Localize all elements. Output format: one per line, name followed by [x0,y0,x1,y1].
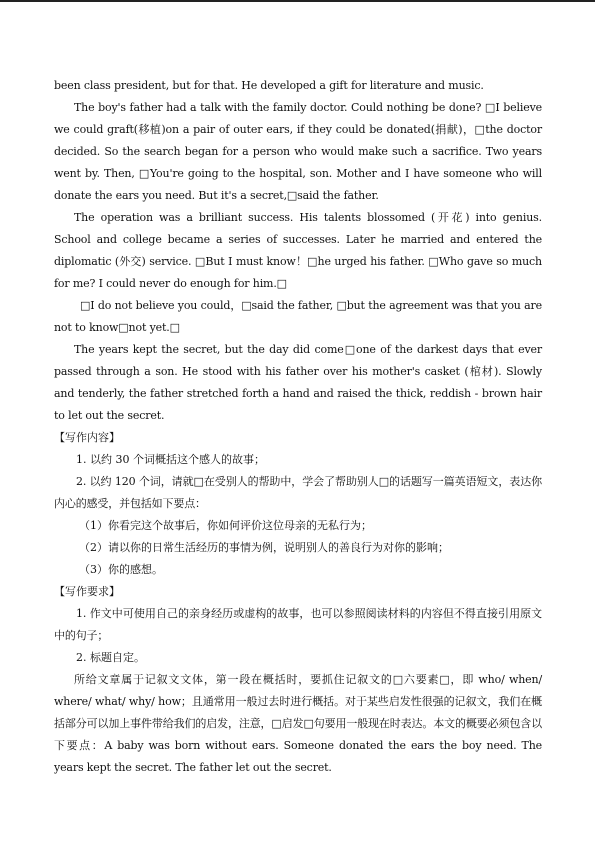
writing-content-point-3: （3）你的感想。 [79,563,163,576]
writing-requirements-item-1: 1. 作文中可使用自己的亲身经历或虚构的故事，也可以参照阅读材料的内容但不得直接引用原文中的句子； [54,607,542,642]
story-paragraph-2: The boy's father had a talk with the family doctor. Could nothing be done? □I believe we could graft(移植)on a pair of outer ears, if they could be donated(捐献)，□the doctor decided. So the search began for a person who would make such a sacrifice. Two years went by. Then, □You're going to the hospital, son. Mother and I have someone who will donate the ears you need. But it's a secret,□said the father. [54,101,542,202]
writing-requirements-analysis: 所给文章属于记叙文文体，第一段在概括时，要抓住记叙文的□六要素□，即 who/ when/ where/ what/ why/ how；且通常用一般过去时进行概括。对于某些启发性很强的记叙文，我们在概括部分可以加上事件带给我们的启发，注意，□启发□句要用一般现在时表达。本文的概要必须包含以下要点：A baby was born without ears. Someone donated the ears the boy need. The years kept the secret. The father let out the secret. [54,673,542,774]
writing-requirements-item-2: 2. 标题自定。 [76,651,145,664]
writing-content-point-2: （2）请以你的日常生活经历的事情为例，说明别人的善良行为对你的影响； [79,541,449,554]
story-paragraph-5: The years kept the secret, but the day did come□one of the darkest days that ever passed through a son. He stood with his father over his mother's casket (棺材). Slowly and tenderly, the father stretched forth a hand and raised the thick, reddish - brown hair to let out the secret. [54,343,542,422]
writing-requirements-heading: 【写作要求】 [54,585,120,598]
story-paragraph-4: □I do not believe you could，□said the father, □but the agreement was that you are not to know□not yet.□ [54,299,542,334]
writing-content-item-2-text: 2. 以约 120 个词，请就□在受别人的帮助中，学会了帮助别人□的话题写一篇英语短文，表达你内心的感受，并包括如下要点： [54,475,542,510]
writing-content-heading: 【写作内容】 [54,431,120,444]
writing-content-point-1: （1）你看完这个故事后，你如何评价这位母亲的无私行为； [79,519,372,532]
writing-content-item-1: 1. 以约 30 个词概括这个感人的故事； [76,453,265,466]
header-rule [0,0,595,2]
writing-content-item-2 [54,471,542,515]
story-paragraph-3: The operation was a brilliant success. His talents blossomed (开花) into genius. School and college became a series of successes. Later he married and entered the diplomatic (外交) service. □But I must know！□he urged his father. □Who gave so much for me? I could never do enough for him.□ [54,211,542,290]
document-body [54,75,542,779]
story-paragraph-1: been class president, but for that. He developed a gift for literature and music. [54,79,484,92]
